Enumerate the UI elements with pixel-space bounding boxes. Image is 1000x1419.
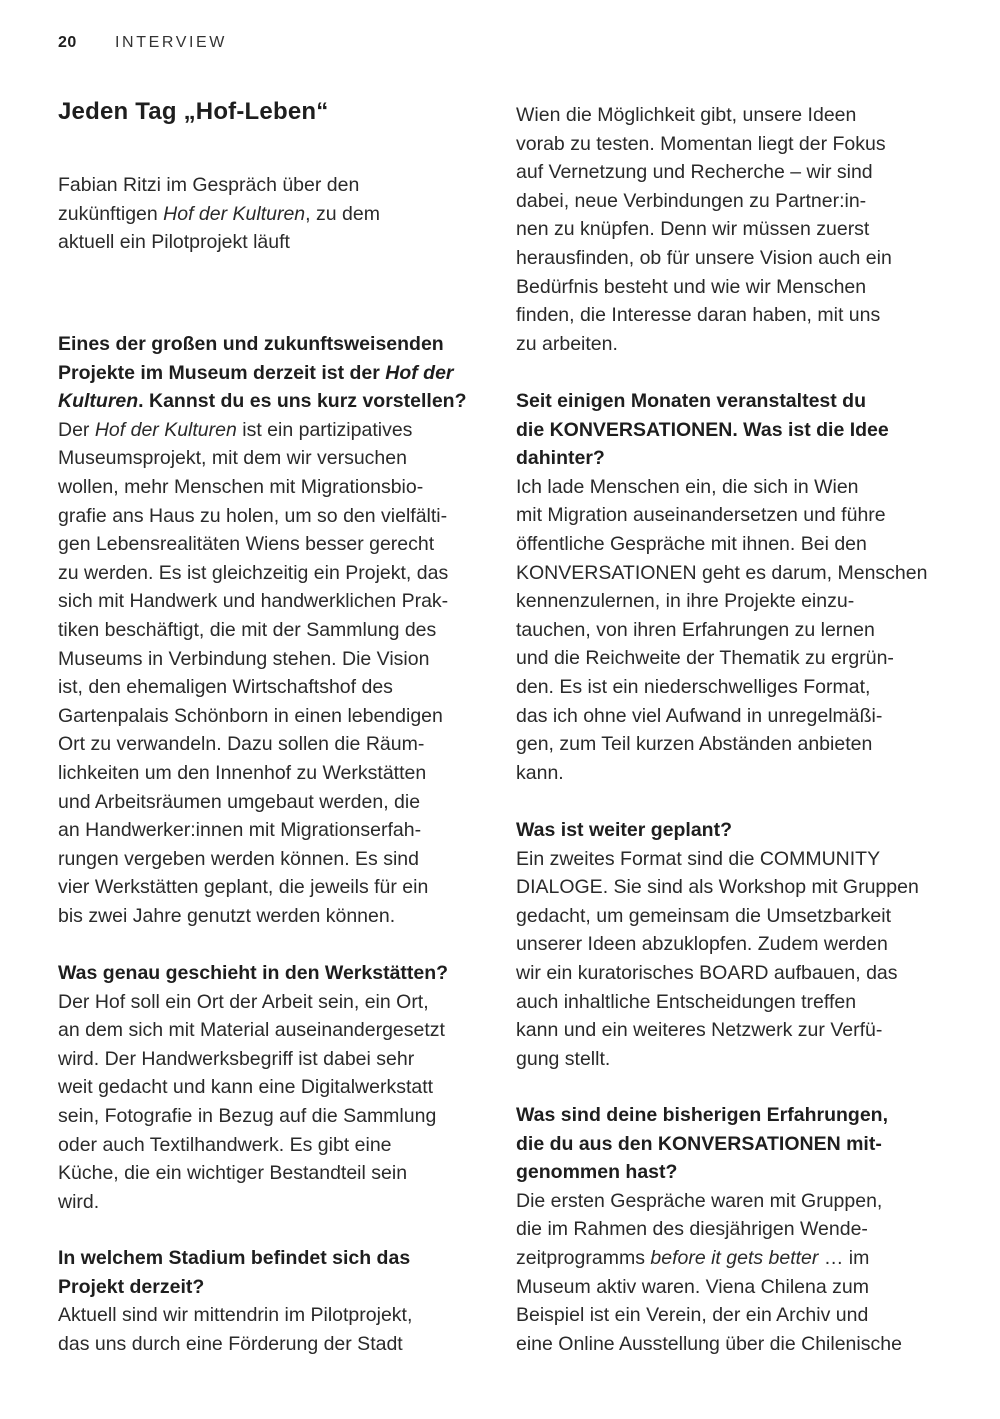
italic-title: Hof der bbox=[385, 361, 454, 384]
text-run: sich mit Handwerk und handwerklichen Prak- bbox=[58, 590, 449, 613]
answer-line bbox=[58, 1073, 448, 1102]
text-run: wird. bbox=[58, 1190, 100, 1213]
interview-question bbox=[58, 959, 448, 988]
text-run: öffentliche Gespräche mit ihnen. Bei den bbox=[516, 532, 867, 555]
answer-line bbox=[516, 873, 919, 902]
qa-block bbox=[58, 1244, 412, 1358]
text-run: gen Lebensrealitäten Wiens besser gerecht bbox=[58, 533, 435, 556]
qa-block bbox=[58, 959, 448, 1216]
answer-line bbox=[58, 816, 467, 845]
answer-line bbox=[516, 988, 919, 1017]
text-run: den. Es ist ein niederschwelliges Format, bbox=[516, 675, 871, 698]
answer-line bbox=[58, 473, 467, 502]
intro-line bbox=[58, 228, 380, 257]
question-line bbox=[516, 387, 927, 416]
text-run: Seit einigen Monaten veranstaltest du bbox=[516, 390, 866, 412]
text-run: gen, zum Teil kurzen Abständen anbieten bbox=[516, 733, 873, 756]
text-run: herausfinden, ob für unsere Vision auch ein bbox=[516, 246, 892, 269]
qa-block bbox=[516, 1101, 902, 1358]
answer-line bbox=[516, 473, 927, 502]
answer-line bbox=[516, 215, 892, 244]
answer-line bbox=[516, 187, 892, 216]
answer-line bbox=[516, 1215, 902, 1244]
answer-line bbox=[58, 873, 467, 902]
answer-line bbox=[516, 158, 892, 187]
text-run: nen zu knüpfen. Denn wir müssen zuerst bbox=[516, 218, 870, 241]
text-run: die im Rahmen des diesjährigen Wende- bbox=[516, 1218, 868, 1241]
question-line bbox=[516, 816, 919, 845]
text-run: ist ein partizipatives bbox=[236, 418, 413, 441]
text-run: Projekte im Museum derzeit ist der bbox=[58, 361, 386, 384]
text-run: dahinter? bbox=[516, 447, 605, 470]
answer-line bbox=[516, 501, 927, 530]
text-run: an Handwerker:innen mit Migrationserfah- bbox=[58, 819, 422, 842]
text-run: tauchen, von ihren Erfahrungen zu lernen bbox=[516, 618, 875, 641]
text-run: Ort zu verwandeln. Dazu sollen die Räum- bbox=[58, 733, 425, 756]
answer-line bbox=[516, 644, 927, 673]
interview-answer bbox=[58, 1301, 412, 1358]
answer-line bbox=[58, 1131, 448, 1160]
text-run: auch inhaltliche Entscheidungen treffen bbox=[516, 990, 857, 1013]
answer-line bbox=[58, 702, 467, 731]
answer-line bbox=[516, 930, 919, 959]
text-run: , zu dem bbox=[305, 202, 380, 225]
answer-line bbox=[58, 1330, 412, 1359]
question-line bbox=[516, 444, 927, 473]
question-line bbox=[58, 1273, 412, 1302]
text-run: bis zwei Jahre genutzt werden können. bbox=[58, 904, 396, 927]
answer-line bbox=[516, 130, 892, 159]
answer-line bbox=[516, 730, 927, 759]
text-run: sein, Fotografie in Bezug auf die Sammlung bbox=[58, 1104, 437, 1127]
text-run: Bedürfnis besteht und wie wir Menschen bbox=[516, 275, 867, 298]
text-run: eine Online Ausstellung über die Chilenische bbox=[516, 1332, 902, 1355]
text-run: Was genau geschieht in den Werkstätten? bbox=[58, 962, 449, 984]
answer-line bbox=[58, 645, 467, 674]
text-run: vorab zu testen. Momentan liegt der Fokus bbox=[516, 132, 886, 155]
text-run: auf Vernetzung und Recherche – wir sind bbox=[516, 161, 873, 184]
answer-line bbox=[516, 301, 892, 330]
text-run: dabei, neue Verbindungen zu Partner:in- bbox=[516, 189, 867, 212]
text-run: an dem sich mit Material auseinandergesetzt bbox=[58, 1019, 445, 1042]
italic-title: before it gets better bbox=[650, 1246, 819, 1269]
text-run: die du aus den KONVERSATIONEN mit- bbox=[516, 1132, 882, 1155]
text-run: kennenzulernen, in ihre Projekte einzu- bbox=[516, 590, 855, 613]
page-number: 20 bbox=[58, 34, 77, 51]
text-run: zeitprogramms bbox=[516, 1246, 651, 1269]
text-run: weit gedacht und kann eine Digitalwerkstatt bbox=[58, 1076, 434, 1099]
interview-answer bbox=[516, 845, 919, 1074]
text-run: Fabian Ritzi im Gespräch über den bbox=[58, 174, 360, 196]
interview-answer bbox=[516, 1187, 902, 1359]
question-line bbox=[516, 1158, 902, 1187]
text-run: vier Werkstätten geplant, die jeweils für ein bbox=[58, 876, 429, 899]
answer-line bbox=[58, 902, 467, 931]
answer-line bbox=[58, 444, 467, 473]
answer-line bbox=[58, 416, 467, 445]
answer-line bbox=[58, 988, 448, 1017]
text-run: Küche, die ein wichtiger Bestandteil sein bbox=[58, 1162, 408, 1185]
question-line bbox=[58, 387, 467, 416]
text-run: zukünftigen bbox=[58, 202, 164, 225]
text-run: Ein zweites Format sind die COMMUNITY bbox=[516, 847, 881, 870]
text-run: tiken beschäftigt, die mit der Sammlung des bbox=[58, 618, 437, 641]
text-run: die KONVERSATIONEN. Was ist die Idee bbox=[516, 418, 889, 441]
text-run: gung stellt. bbox=[516, 1047, 611, 1070]
answer-line bbox=[58, 530, 467, 559]
interview-question bbox=[58, 1244, 412, 1301]
text-run: das uns durch eine Förderung der Stadt bbox=[58, 1332, 403, 1355]
answer-line bbox=[516, 330, 892, 359]
text-run: KONVERSATIONEN geht es darum, Menschen bbox=[516, 561, 928, 584]
text-run: zu arbeiten. bbox=[516, 332, 618, 355]
answer-line bbox=[58, 759, 467, 788]
text-run: rungen vergeben werden können. Es sind bbox=[58, 847, 419, 870]
section-label: INTERVIEW bbox=[115, 34, 228, 51]
text-run: Was ist weiter geplant? bbox=[516, 819, 732, 841]
question-line bbox=[58, 959, 448, 988]
interview-question bbox=[58, 330, 467, 416]
text-run: zu werden. Es ist gleichzeitig ein Projekt, das bbox=[58, 561, 449, 584]
text-run: . Kannst du es uns kurz vorstellen? bbox=[138, 390, 467, 413]
text-run: genommen hast? bbox=[516, 1161, 678, 1184]
text-run: Museums in Verbindung stehen. Die Vision bbox=[58, 647, 430, 670]
answer-line bbox=[516, 1016, 919, 1045]
text-run: wir ein kuratorisches BOARD aufbauen, das bbox=[516, 961, 898, 984]
interview-answer bbox=[516, 473, 927, 788]
answer-line bbox=[516, 759, 927, 788]
answer-line bbox=[516, 1273, 902, 1302]
text-run: Eines der großen und zukunftsweisenden bbox=[58, 333, 444, 355]
text-run: Was sind deine bisherigen Erfahrungen, bbox=[516, 1104, 889, 1126]
article-intro bbox=[58, 171, 380, 257]
answer-line bbox=[516, 1244, 902, 1273]
text-run: oder auch Textilhandwerk. Es gibt eine bbox=[58, 1133, 392, 1156]
text-run: finden, die Interesse daran haben, mit uns bbox=[516, 304, 881, 327]
interview-answer bbox=[58, 988, 448, 1217]
text-run: grafie ans Haus zu holen, um so den vielfälti- bbox=[58, 504, 448, 527]
text-run: wird. Der Handwerksbegriff ist dabei sehr bbox=[58, 1047, 415, 1070]
answer-line bbox=[58, 587, 467, 616]
answer-line bbox=[516, 1330, 902, 1359]
italic-title: Kulturen bbox=[58, 390, 139, 413]
text-run: ist, den ehemaligen Wirtschaftshof des bbox=[58, 676, 393, 699]
answer-line bbox=[58, 730, 467, 759]
text-run: aktuell ein Pilotprojekt läuft bbox=[58, 231, 290, 254]
text-run: mit Migration auseinandersetzen und führe bbox=[516, 504, 886, 527]
interview-answer bbox=[516, 101, 892, 358]
text-run: gedacht, um gemeinsam die Umsetzbarkeit bbox=[516, 904, 892, 927]
qa-block bbox=[58, 330, 467, 930]
text-run: das ich ohne viel Aufwand in unregelmäßi- bbox=[516, 704, 883, 727]
answer-line bbox=[58, 1045, 448, 1074]
interview-question bbox=[516, 387, 927, 473]
answer-line bbox=[58, 1016, 448, 1045]
qa-block bbox=[516, 387, 927, 787]
answer-line bbox=[58, 616, 467, 645]
text-run: kann. bbox=[516, 761, 564, 784]
answer-line bbox=[58, 845, 467, 874]
text-run: Der Hof soll ein Ort der Arbeit sein, ein Ort, bbox=[58, 990, 429, 1013]
answer-line bbox=[58, 788, 467, 817]
interview-answer bbox=[58, 416, 467, 931]
text-run: DIALOGE. Sie sind als Workshop mit Gruppen bbox=[516, 876, 919, 899]
answer-line bbox=[516, 702, 927, 731]
text-run: Die ersten Gespräche waren mit Gruppen, bbox=[516, 1189, 883, 1212]
text-run: und Arbeitsräumen umgebaut werden, die bbox=[58, 790, 421, 813]
answer-line bbox=[516, 1301, 902, 1330]
italic-title: Hof der Kulturen bbox=[94, 418, 237, 441]
text-run: Der bbox=[58, 418, 95, 441]
intro-line bbox=[58, 171, 380, 200]
answer-line bbox=[58, 502, 467, 531]
answer-line bbox=[58, 559, 467, 588]
answer-line bbox=[516, 559, 927, 588]
answer-line bbox=[516, 1187, 902, 1216]
answer-line bbox=[516, 673, 927, 702]
text-run: Aktuell sind wir mittendrin im Pilotprojekt, bbox=[58, 1304, 413, 1327]
text-run: Museum aktiv waren. Viena Chilena zum bbox=[516, 1275, 869, 1298]
interview-question bbox=[516, 816, 919, 845]
answer-line bbox=[58, 1159, 448, 1188]
answer-line bbox=[516, 273, 892, 302]
text-run: Beispiel ist ein Verein, der ein Archiv und bbox=[516, 1304, 869, 1327]
text-run: lichkeiten um den Innenhof zu Werkstätten bbox=[58, 761, 427, 784]
answer-line bbox=[516, 530, 927, 559]
interview-question bbox=[516, 1101, 902, 1187]
answer-line bbox=[58, 673, 467, 702]
intro-line bbox=[58, 200, 380, 229]
text-run: In welchem Stadium befindet sich das bbox=[58, 1247, 411, 1269]
question-line bbox=[516, 1130, 902, 1159]
running-header bbox=[58, 34, 228, 52]
text-run: wollen, mehr Menschen mit Migrationsbio- bbox=[58, 475, 424, 498]
text-run: Wien die Möglichkeit gibt, unsere Ideen bbox=[516, 104, 857, 126]
question-line bbox=[516, 416, 927, 445]
answer-line bbox=[516, 845, 919, 874]
qa-block bbox=[516, 101, 892, 358]
text-run: Ich lade Menschen ein, die sich in Wien bbox=[516, 475, 859, 498]
text-run: Museumsprojekt, mit dem wir versuchen bbox=[58, 447, 407, 470]
answer-line bbox=[58, 1102, 448, 1131]
answer-line bbox=[516, 616, 927, 645]
text-run: … im bbox=[818, 1246, 870, 1269]
qa-block bbox=[516, 816, 919, 1073]
question-line bbox=[516, 1101, 902, 1130]
article-title: Jeden Tag „Hof-Leben“ bbox=[58, 98, 329, 125]
answer-line bbox=[58, 1301, 412, 1330]
answer-line bbox=[516, 902, 919, 931]
text-run: Gartenpalais Schönborn in einen lebendigen bbox=[58, 704, 443, 727]
question-line bbox=[58, 1244, 412, 1273]
text-run: Projekt derzeit? bbox=[58, 1275, 205, 1298]
text-run: und die Reichweite der Thematik zu ergrün- bbox=[516, 647, 894, 670]
question-line bbox=[58, 330, 467, 359]
text-run: kann und ein weiteres Netzwerk zur Verfü- bbox=[516, 1019, 883, 1042]
answer-line bbox=[516, 587, 927, 616]
answer-line bbox=[516, 244, 892, 273]
question-line bbox=[58, 359, 467, 388]
italic-title: Hof der Kulturen bbox=[163, 202, 306, 225]
answer-line bbox=[516, 1045, 919, 1074]
text-run: unserer Ideen abzuklopfen. Zudem werden bbox=[516, 933, 888, 956]
answer-line bbox=[58, 1188, 448, 1217]
answer-line bbox=[516, 101, 892, 130]
answer-line bbox=[516, 959, 919, 988]
